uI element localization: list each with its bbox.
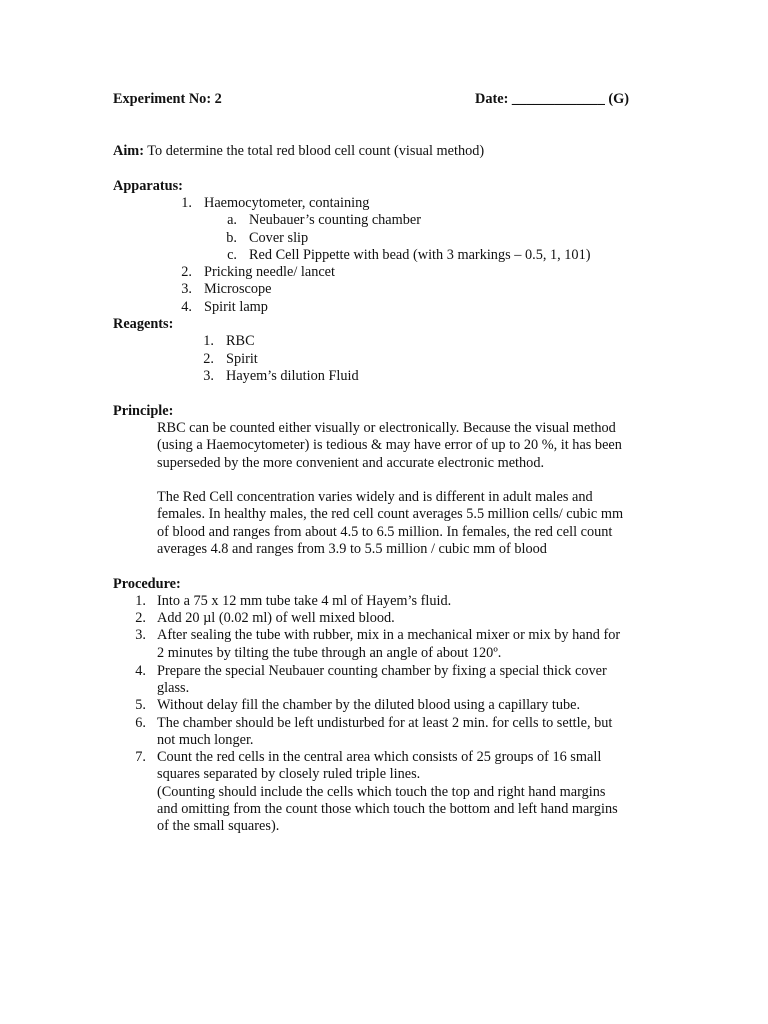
procedure-step-line: After sealing the tube with rubber, mix in a mechanical mixer or mix by hand for — [157, 627, 621, 643]
principle-line: The Red Cell concentration varies widely and is different in adult males and — [157, 489, 593, 505]
principle-paragraph — [157, 420, 657, 472]
apparatus-item-number: 3. — [181, 281, 192, 297]
procedure-step-number: 5. — [135, 697, 146, 713]
apparatus-item: Haemocytometer, containing — [204, 195, 370, 211]
reagent-item-number: 1. — [203, 333, 214, 349]
apparatus-item: Spirit lamp — [204, 299, 268, 315]
procedure-step-line: of the small squares). — [157, 818, 280, 834]
aim-text: To determine the total red blood cell count (visual method) — [143, 143, 485, 159]
apparatus-subitem: Cover slip — [249, 230, 309, 246]
apparatus-item-number: 1. — [181, 195, 192, 211]
procedure-step-line: Count the red cells in the central area which consists of 25 groups of 16 small — [157, 749, 602, 765]
principle-line: averages 4.8 and ranges from 3.9 to 5.5 million / cubic mm of blood — [157, 541, 547, 558]
reagent-item: Spirit — [226, 351, 258, 367]
apparatus-item: Pricking needle/ lancet — [204, 264, 336, 280]
apparatus-item-number: 4. — [181, 299, 192, 315]
procedure-step-line: The chamber should be left undisturbed for at least 2 min. for cells to settle, but — [157, 715, 613, 731]
procedure-step-number: 4. — [135, 663, 146, 679]
aim-line — [113, 143, 484, 160]
reagent-item: RBC — [226, 333, 255, 349]
procedure-step-line: (Counting should include the cells which touch the top and right hand margins — [157, 784, 606, 800]
reagent-item-number: 2. — [203, 351, 214, 367]
aim-label: Aim: — [113, 143, 144, 159]
apparatus-subitem-letter: c. — [227, 247, 237, 263]
procedure-step-line: Into a 75 x 12 mm tube take 4 ml of Hayem’s fluid. — [157, 593, 452, 609]
procedure-step-number: 1. — [135, 593, 146, 609]
principle-line: RBC can be counted either visually or electronically. Because the visual method — [157, 420, 616, 436]
reagent-item-number: 3. — [203, 368, 214, 384]
apparatus-subitem-letter: a. — [227, 212, 237, 228]
date-field: Date: _____________ (G) — [475, 91, 630, 107]
apparatus-heading: Apparatus: — [113, 178, 183, 194]
procedure-step-line: glass. — [157, 680, 190, 696]
reagent-item: Hayem’s dilution Fluid — [226, 368, 359, 384]
apparatus-subitem: Neubauer’s counting chamber — [249, 212, 422, 228]
apparatus-item: Microscope — [204, 281, 272, 297]
experiment-number: Experiment No: 2 — [113, 91, 222, 107]
procedure-step-line: and omitting from the count those which touch the bottom and left hand margins — [157, 801, 618, 817]
procedure-step-number: 6. — [135, 715, 146, 731]
principle-paragraph — [157, 489, 657, 559]
procedure-step-line: Without delay fill the chamber by the diluted blood using a capillary tube. — [157, 697, 581, 713]
procedure-step-line: Prepare the special Neubauer counting chamber by fixing a special thick cover — [157, 663, 607, 679]
procedure-step-line: not much longer. — [157, 732, 254, 748]
procedure-step-number: 3. — [135, 627, 146, 643]
procedure-step-line: 2 minutes by tilting the tube through an angle of about 120º. — [157, 645, 502, 661]
procedure-heading: Procedure: — [113, 576, 181, 592]
procedure-step-number: 2. — [135, 610, 146, 626]
principle-line: females. In healthy males, the red cell count averages 5.5 million cells/ cubic mm — [157, 506, 624, 523]
procedure-step-line: Add 20 µl (0.02 ml) of well mixed blood. — [157, 610, 395, 626]
apparatus-subitem-letter: b. — [226, 230, 237, 246]
apparatus-subitem: Red Cell Pippette with bead (with 3 markings – 0.5, 1, 101) — [249, 247, 591, 263]
principle-heading: Principle: — [113, 403, 174, 419]
procedure-step-number: 7. — [135, 749, 146, 765]
apparatus-item-number: 2. — [181, 264, 192, 280]
principle-line: superseded by the more convenient and accurate electronic method. — [157, 454, 545, 471]
principle-line: of blood and ranges from about 4.5 to 6.5 million. In females, the red cell count — [157, 523, 613, 540]
principle-line: (using a Haemocytometer) is tedious & may have error of up to 20 %, it has been — [157, 437, 622, 454]
reagents-heading: Reagents: — [113, 316, 174, 332]
procedure-step-line: squares separated by closely ruled triple lines. — [157, 766, 421, 782]
